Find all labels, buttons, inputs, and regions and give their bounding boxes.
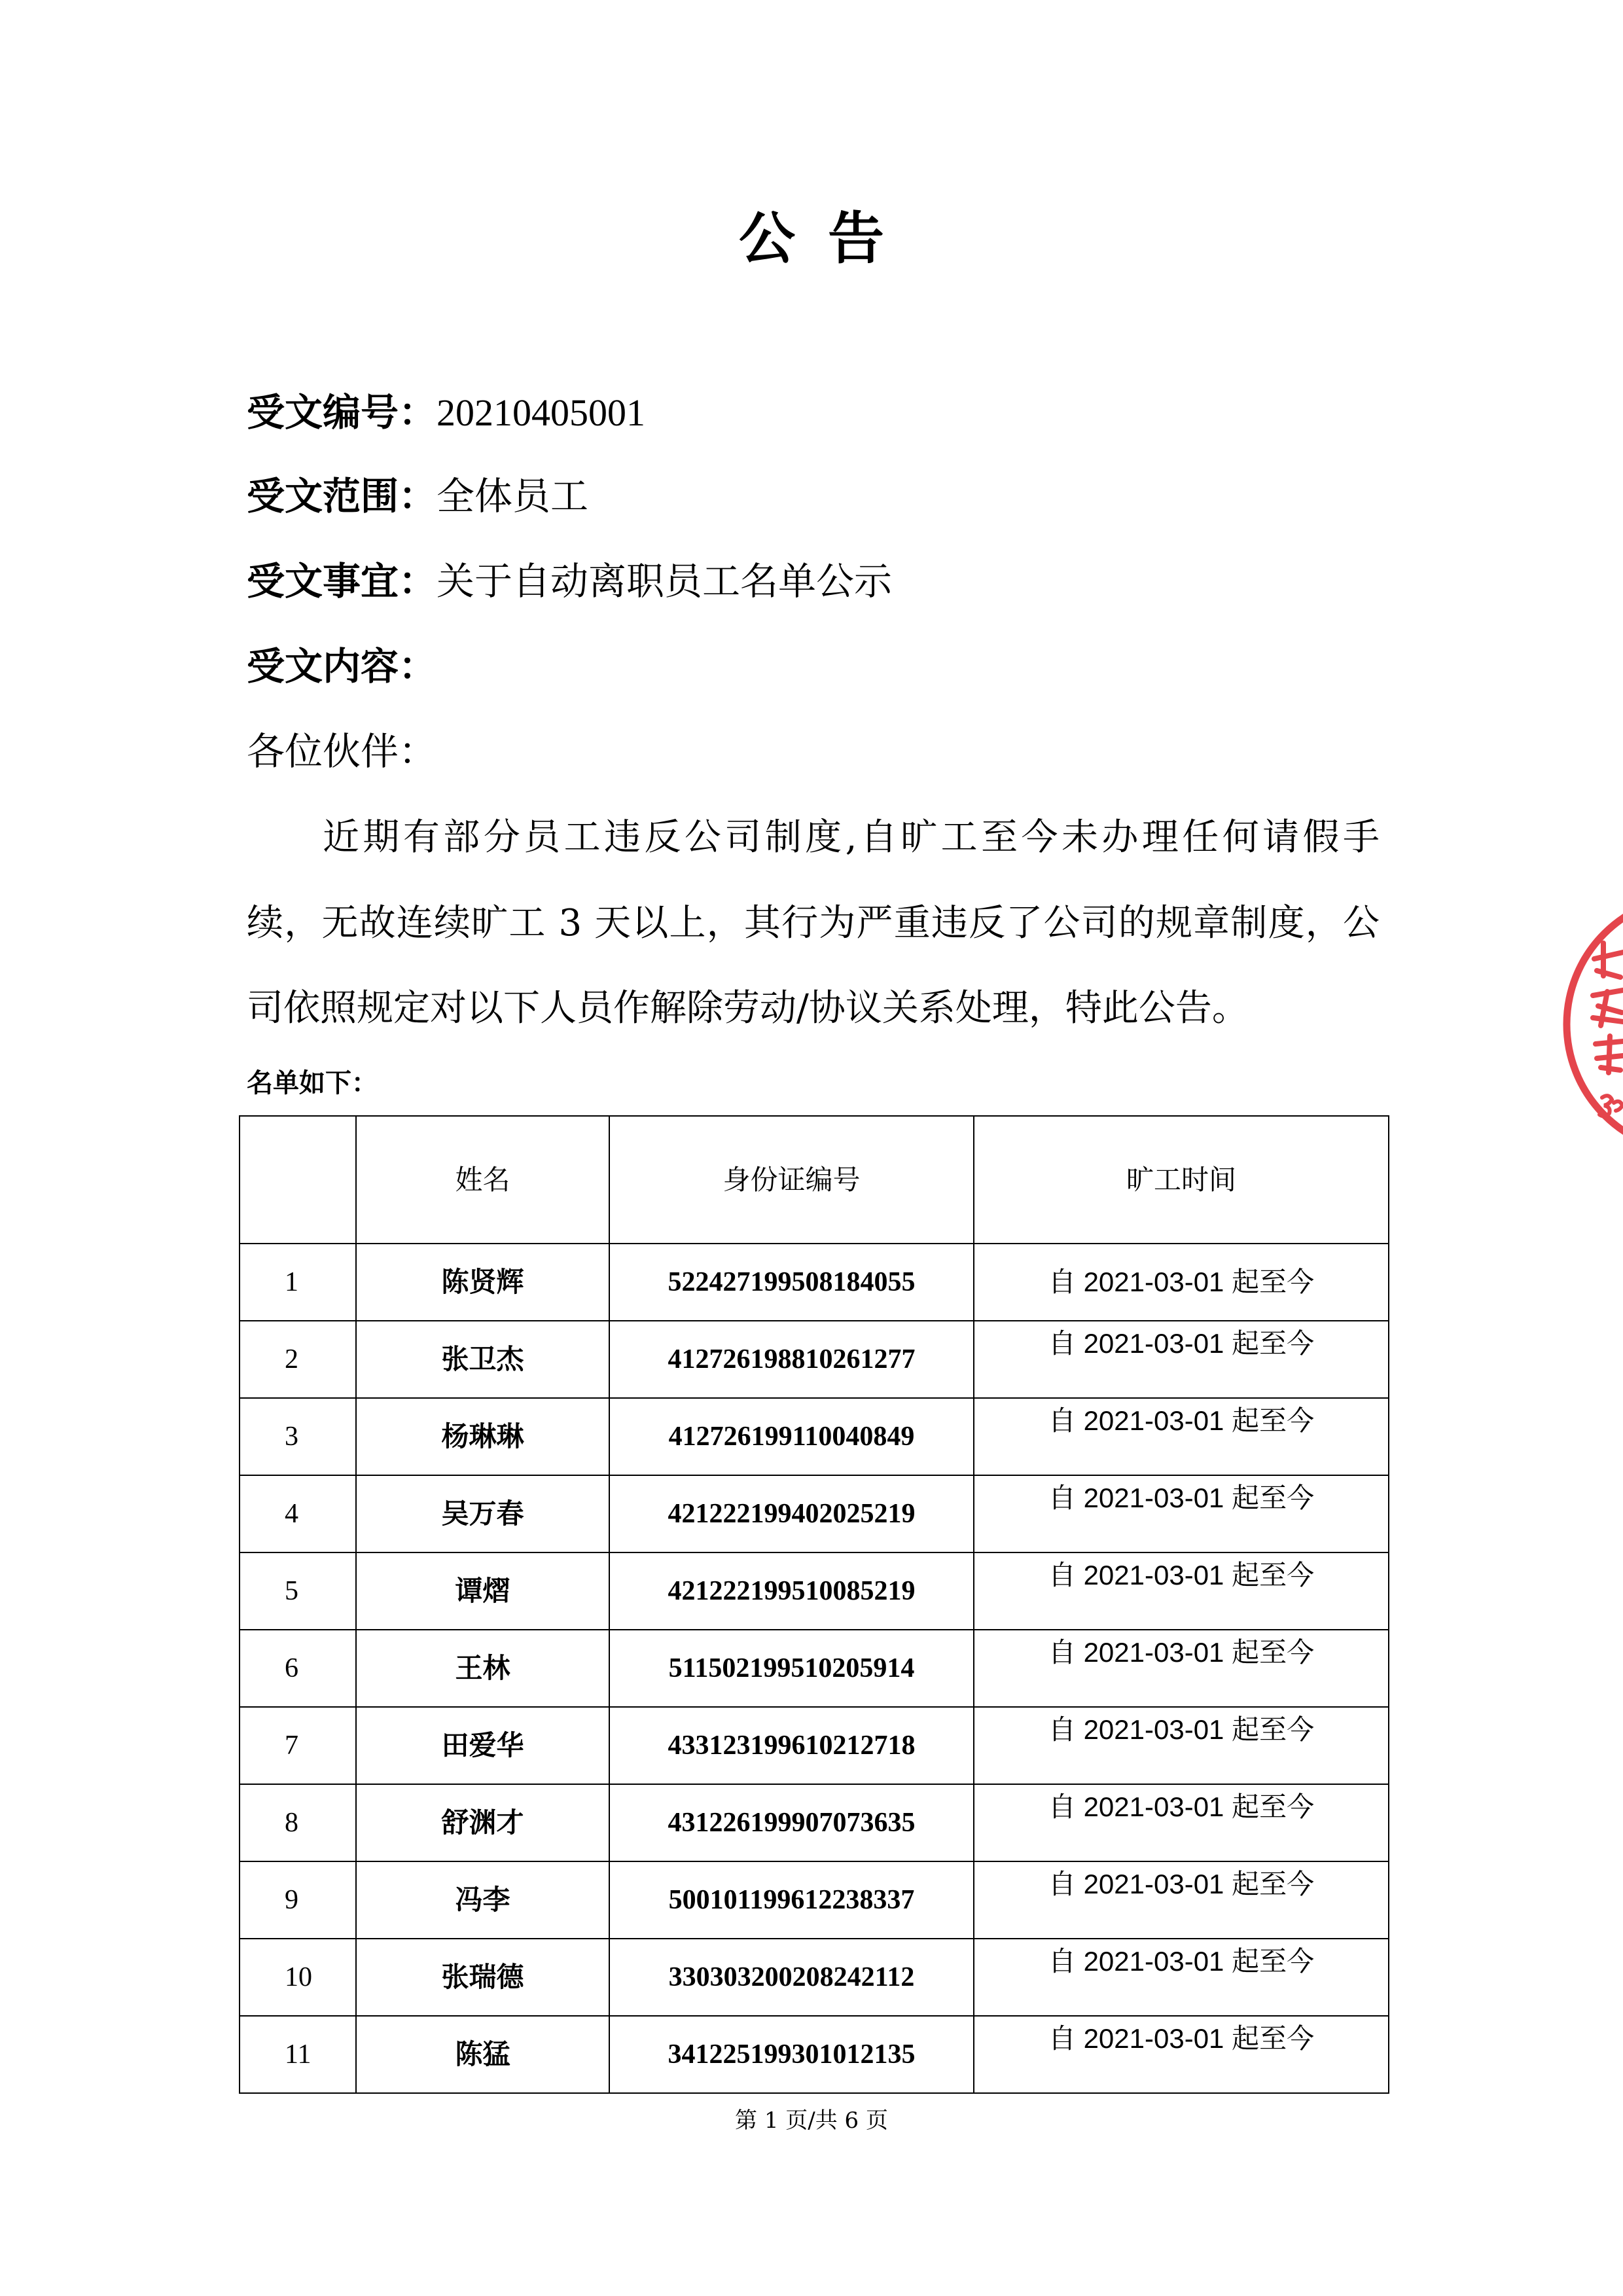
seal-glyph-fragment: [1593, 990, 1623, 1026]
absence-period: 自 2021-03-01 起至今: [974, 1321, 1389, 1398]
employee-name: 张卫杰: [356, 1321, 609, 1398]
row-number: 9: [240, 1861, 356, 1939]
id-number: 511502199510205914: [609, 1630, 974, 1707]
id-number: 330303200208242112: [609, 1939, 974, 2016]
absence-period: 自 2021-03-01 起至今: [974, 1552, 1389, 1630]
body-text-line: 近期有部分员工违反公司制度,自旷工至今未办理任何请假手: [323, 816, 1380, 859]
row-number: 1: [240, 1244, 356, 1321]
absence-period: 自 2021-03-01 起至今: [974, 1939, 1389, 2016]
id-number: 500101199612238337: [609, 1861, 974, 1939]
employee-table: [239, 1115, 1389, 2094]
employee-name: 吴万春: [356, 1475, 609, 1552]
table-row: [240, 1475, 1389, 1552]
absence-period: 自 2021-03-01 起至今: [974, 1475, 1389, 1552]
header-id-number: 身份证编号: [609, 1116, 974, 1244]
table-row: [240, 1630, 1389, 1707]
notice-title: 公 告: [739, 206, 891, 272]
header-name: 姓名: [356, 1116, 609, 1244]
absence-period: 自 2021-03-01 起至今: [974, 1398, 1389, 1475]
row-number: 7: [240, 1707, 356, 1784]
table-row: [240, 1861, 1389, 1939]
employee-name: 谭熠: [356, 1552, 609, 1630]
row-number: 8: [240, 1784, 356, 1861]
table-row: [240, 1784, 1389, 1861]
page-number: 第 1 页/共 6 页: [735, 2108, 888, 2134]
table-row: [240, 1398, 1389, 1475]
table-row: [240, 1707, 1389, 1784]
body-text-line: 续，无故连续旷工 3 天以上，其行为严重违反了公司的规章制度，公: [247, 902, 1380, 944]
row-number: 3: [240, 1398, 356, 1475]
seal-glyph-fragment: [1594, 943, 1623, 977]
field-label: 受文编号：: [247, 390, 437, 435]
row-number: 11: [240, 2016, 356, 2093]
id-number: 433123199610212718: [609, 1707, 974, 1784]
header-index: [240, 1116, 356, 1244]
field-content: [247, 640, 437, 692]
employee-name: 张瑞德: [356, 1939, 609, 2016]
employee-name: 杨琳琳: [356, 1398, 609, 1475]
row-number: 10: [240, 1939, 356, 2016]
row-number: 2: [240, 1321, 356, 1398]
table-row: [240, 1321, 1389, 1398]
employee-name: 冯李: [356, 1861, 609, 1939]
field-value: 全体员工: [437, 474, 589, 518]
seal-glyph-fragment: [1596, 1036, 1623, 1073]
id-number: 412726199110040849: [609, 1398, 974, 1475]
id-number: 431226199907073635: [609, 1784, 974, 1861]
salutation: 各位伙伴：: [247, 729, 437, 774]
absence-period: 自 2021-03-01 起至今: [974, 1861, 1389, 1939]
field-label: 受文内容：: [247, 644, 437, 689]
field-subject: [247, 555, 892, 607]
header-absence-period: 旷工时间: [974, 1116, 1389, 1244]
table-row: [240, 1244, 1389, 1321]
id-number: 412726198810261277: [609, 1321, 974, 1398]
seal-stamp: [1558, 887, 1623, 1162]
employee-name: 田爱华: [356, 1707, 609, 1784]
field-label: 受文范围：: [247, 474, 437, 518]
employee-name: 陈贤辉: [356, 1244, 609, 1321]
employee-name: 舒渊才: [356, 1784, 609, 1861]
id-number: 522427199508184055: [609, 1244, 974, 1321]
table-header-row: [240, 1116, 1389, 1244]
employee-name: 陈猛: [356, 2016, 609, 2093]
employee-name: 王林: [356, 1630, 609, 1707]
id-number: 421222199402025219: [609, 1475, 974, 1552]
seal-ring: [1567, 896, 1623, 1153]
body-text-line: 司依照规定对以下人员作解除劳动/协议关系处理，特此公告。: [247, 987, 1249, 1030]
field-document-number: [247, 386, 645, 439]
field-value: 20210405001: [437, 391, 646, 434]
table-row: [240, 1552, 1389, 1630]
absence-period: 自 2021-03-01 起至今: [974, 1244, 1389, 1321]
field-scope: [247, 470, 588, 522]
id-number: 421222199510085219: [609, 1552, 974, 1630]
table-row: [240, 1939, 1389, 2016]
field-label: 受文事宜：: [247, 559, 437, 603]
absence-period: 自 2021-03-01 起至今: [974, 1707, 1389, 1784]
field-value: 关于自动离职员工名单公示: [437, 559, 893, 603]
absence-period: 自 2021-03-01 起至今: [974, 1784, 1389, 1861]
row-number: 5: [240, 1552, 356, 1630]
row-number: 4: [240, 1475, 356, 1552]
table-row: [240, 2016, 1389, 2093]
absence-period: 自 2021-03-01 起至今: [974, 2016, 1389, 2093]
id-number: 341225199301012135: [609, 2016, 974, 2093]
absence-period: 自 2021-03-01 起至今: [974, 1630, 1389, 1707]
list-intro: 名单如下：: [247, 1067, 378, 1098]
row-number: 6: [240, 1630, 356, 1707]
